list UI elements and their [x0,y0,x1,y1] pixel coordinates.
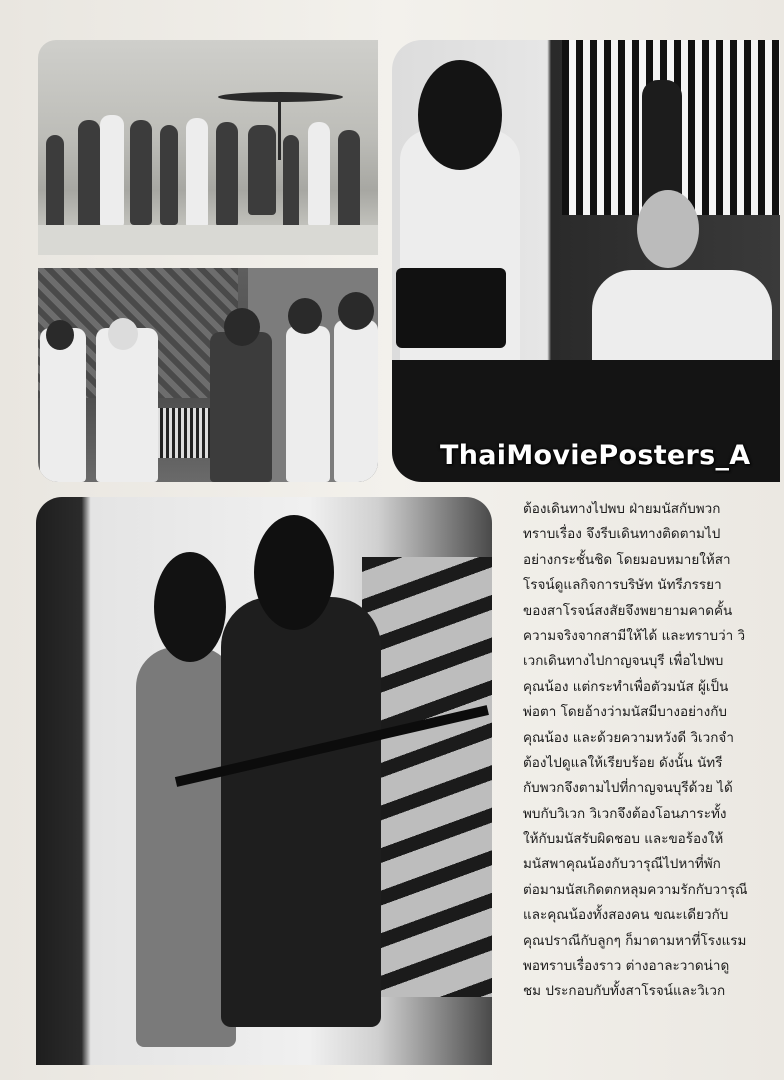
article-line: คุณน้อง และด้วยความหวังดี วิเวกจำ [523,729,734,746]
photo-film-crew-outdoor [38,40,378,255]
photo-office-scene [392,40,780,482]
article-line: ทราบเรื่อง จึงรีบเดินทางติดตามไป [523,526,721,543]
article-line: มนัสพาคุณน้องกับวารุณีไปหาที่พัก [523,856,721,873]
article-line: และคุณน้องทั้งสองคน ขณะเดียวกับ [523,907,729,924]
article-line: ความจริงจากสามีให้ได้ และทราบว่า วิ [523,627,746,644]
photo-two-women-rifle [36,497,492,1065]
article-line: ต่อมามนัสเกิดตกหลุมความรักกับวารุณี [523,881,748,898]
watermark-text: ThaiMoviePosters_A [440,440,751,471]
article-line: คุณปราณีกับลูกๆ ก็มาตามหาที่โรงแรม [523,932,747,949]
article-line: ต้องไปดูแลให้เรียบร้อย ดังนั้น นัทรี [523,754,723,771]
article-line: ต้องเดินทางไปพบ ฝ่ายมนัสกับพวก [523,501,721,517]
article-line: กับพวกจึงตามไปที่กาญจนบุรีด้วย ได้ [523,780,733,797]
article-line: พ่อตา โดยอ้างว่ามนัสมีบางอย่างกับ [523,704,727,721]
article-line: ของสาโรจน์สงสัยจึงพยายามคาดคั้น [523,602,733,619]
photo-men-indoor [38,268,378,482]
article-line: เวกเดินทางไปกาญจนบุรี เพื่อไปพบ [523,653,724,670]
article-line: พบกับวิเวก วิเวกจึงต้องโอนภาระทั้ง [523,805,727,822]
article-line: อย่างกระชั้นชิด โดยมอบหมายให้สา [523,551,731,568]
article-text-column [505,497,777,1005]
article-line: ชม ประกอบกับทั้งสาโรจน์และวิเวก [523,983,726,1000]
article-line: พอทราบเรื่องราว ต่างอาละวาดน่าดู [523,958,730,975]
article-line: โรจน์ดูแลกิจการบริษัท นัทรีภรรยา [523,577,722,594]
article-line: ให้กับมนัสรับผิดชอบ และขอร้องให้ [523,831,724,848]
article-line: คุณน้อง แต่กระทำเพื่อตัวมนัส ผู้เป็น [523,678,729,695]
